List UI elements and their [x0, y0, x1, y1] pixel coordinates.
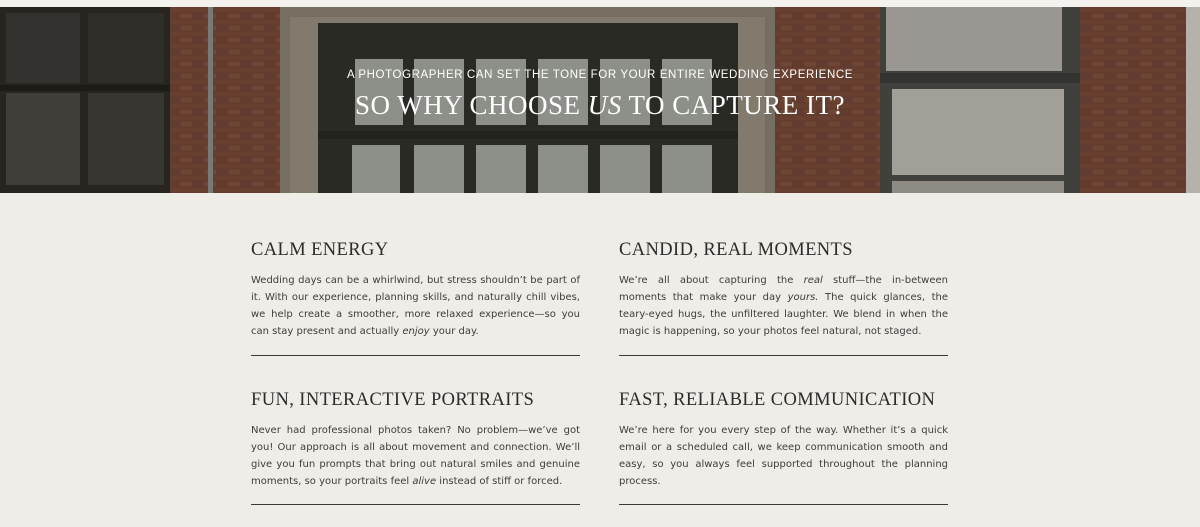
feature-divider: [251, 355, 580, 356]
hero-eyebrow: A PHOTOGRAPHER CAN SET THE TONE FOR YOUR ENTIRE WEDDING EXPERIENCE: [346, 69, 854, 81]
feature-interactive-portraits: [251, 390, 580, 490]
feature-calm-energy: [251, 240, 580, 340]
feature-text: Never had professional photos taken? No problem—we’ve got you! Our approach is all about movement and connection. We’ll give you fun prompts that bring out natural smiles and genuine moments, so your portraits feel alive instead of stiff or forced.: [251, 425, 580, 487]
hero-title-part-2: TO CAPTURE IT?: [621, 90, 846, 120]
hero-banner: [0, 7, 1200, 193]
feature-text: We’re here for you every step of the way. Whether it’s a quick email or a scheduled call, we keep communication smooth and easy, so you always feel supported throughout the planning process.: [619, 425, 948, 487]
feature-title: FAST, RELIABLE COMMUNICATION: [619, 390, 936, 410]
hero-title: [0, 90, 1200, 121]
feature-divider: [251, 504, 580, 505]
hero-title-emphasis: US: [587, 90, 622, 120]
feature-divider: [619, 504, 948, 505]
feature-title: CALM ENERGY: [251, 240, 389, 260]
top-strip: [0, 0, 1200, 7]
feature-text: Wedding days can be a whirlwind, but stress shouldn’t be part of it. With our experience, planning skills, and naturally chill vibes, we help create a smoother, more relaxed experience—so you can stay present and actually enjoy your day.: [251, 275, 580, 337]
feature-title: CANDID, REAL MOMENTS: [619, 240, 853, 260]
feature-title: FUN, INTERACTIVE PORTRAITS: [251, 390, 535, 410]
hero-title-part-1: SO WHY CHOOSE: [354, 90, 588, 120]
feature-reliable-communication: [619, 390, 948, 490]
feature-divider: [619, 355, 948, 356]
feature-candid-moments: [619, 240, 948, 340]
feature-text: We’re all about capturing the real stuff—the in-between moments that make your day yours. The quick glances, the teary-eyed hugs, the unfiltered laughter. We blend in when the magic is happening, so your photos feel natural, not staged.: [619, 275, 949, 337]
